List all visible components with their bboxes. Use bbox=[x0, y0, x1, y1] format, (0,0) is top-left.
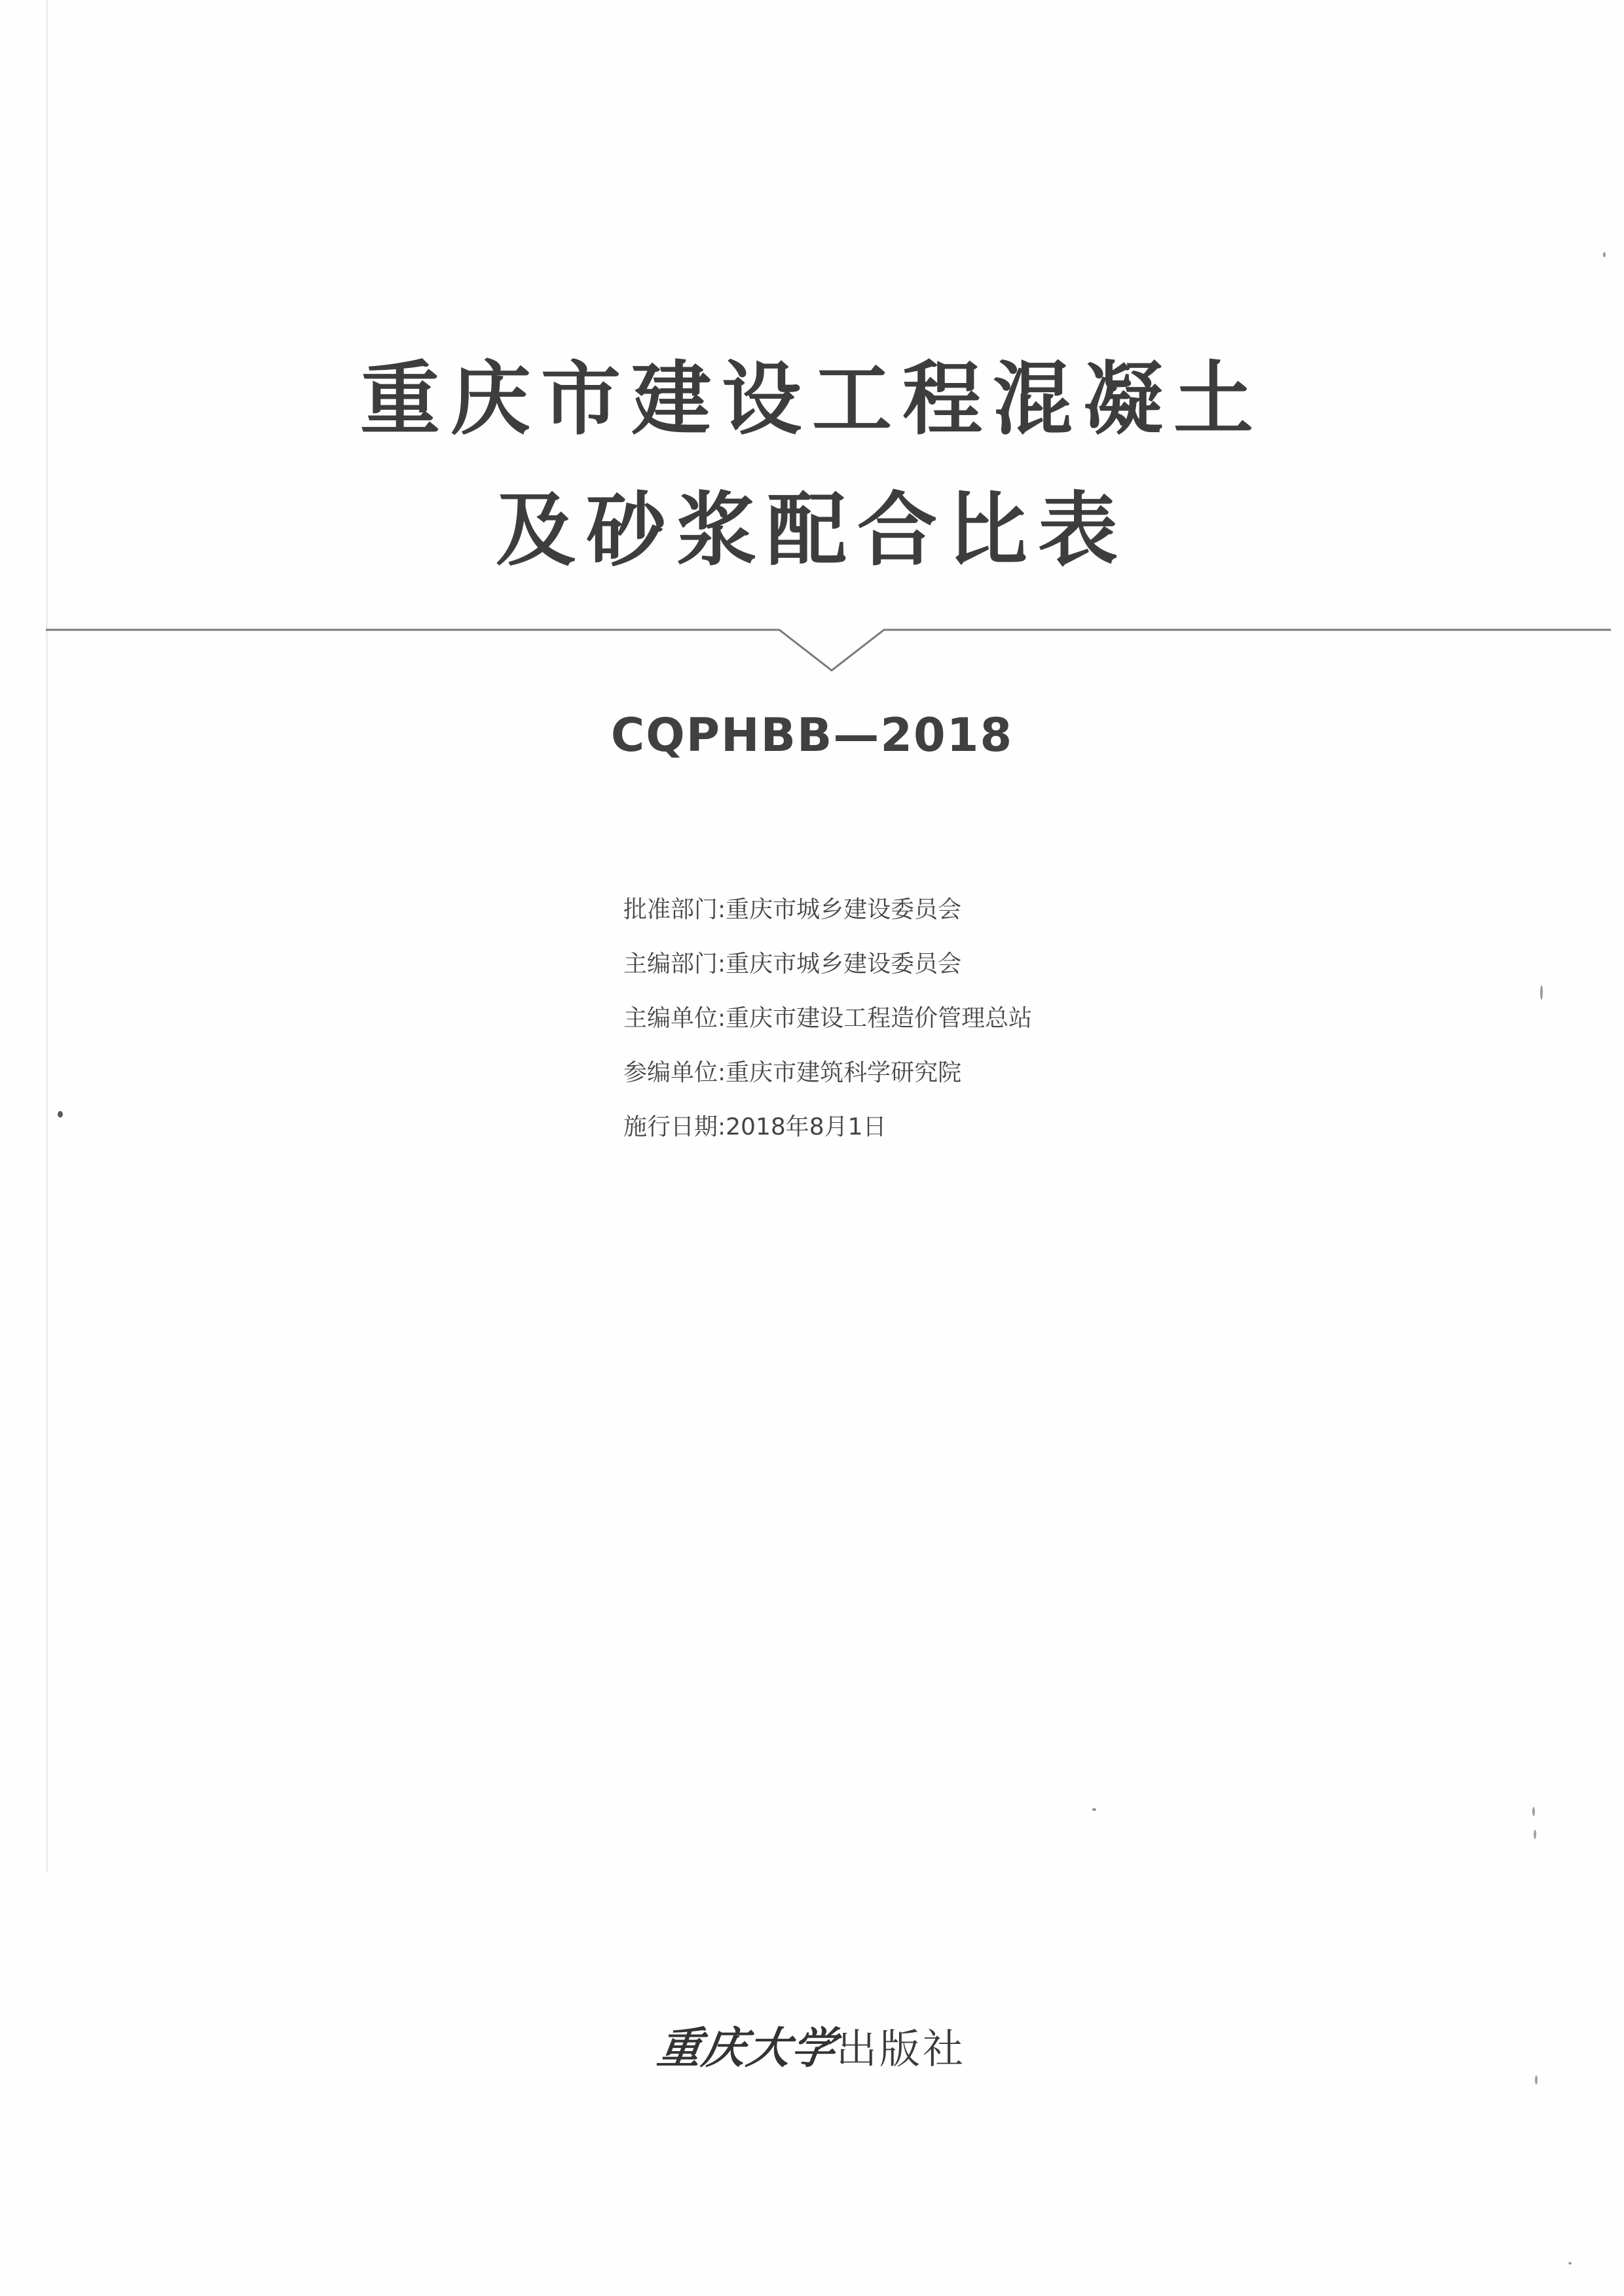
info-value: 重庆市建筑科学研究院 bbox=[726, 1059, 962, 1086]
info-separator: : bbox=[718, 1114, 726, 1140]
publisher-imprint bbox=[0, 2022, 1624, 2073]
scan-speck bbox=[1532, 1807, 1535, 1816]
scan-speck bbox=[1535, 2075, 1538, 2085]
info-separator: : bbox=[718, 1059, 726, 1086]
divider-rule-with-notch bbox=[46, 630, 1611, 670]
info-label: 主编部门 bbox=[623, 951, 718, 977]
scan-speck bbox=[1568, 2262, 1572, 2265]
document-title-line-2: 及砂浆配合比表 bbox=[496, 483, 1128, 577]
info-item bbox=[623, 1108, 1032, 1162]
publisher-press-label: 出版社 bbox=[836, 2025, 966, 2073]
info-separator: : bbox=[718, 951, 726, 977]
title-divider bbox=[46, 627, 1611, 673]
info-item bbox=[623, 890, 1032, 945]
info-value: 重庆市城乡建设委员会 bbox=[726, 896, 962, 923]
info-value: 重庆市城乡建设委员会 bbox=[726, 951, 962, 977]
info-separator: : bbox=[718, 1005, 726, 1032]
scan-edge bbox=[46, 0, 48, 1872]
scan-speck bbox=[1603, 252, 1606, 257]
info-label: 批准部门 bbox=[623, 896, 718, 923]
info-value: 重庆市建设工程造价管理总站 bbox=[726, 1005, 1033, 1032]
standard-code: CQPHBB—2018 bbox=[610, 708, 1014, 762]
scan-speck bbox=[1092, 1808, 1096, 1811]
info-label: 参编单位 bbox=[623, 1059, 718, 1086]
scan-speck bbox=[58, 1111, 63, 1118]
publisher-logo: 重庆大学 bbox=[654, 2022, 840, 2073]
info-separator: : bbox=[718, 896, 726, 923]
info-item bbox=[623, 1053, 1032, 1108]
info-item bbox=[623, 999, 1032, 1053]
document-title-line-1: 重庆市建设工程混凝土 bbox=[360, 352, 1264, 446]
publication-info-list bbox=[623, 890, 1032, 1162]
info-item bbox=[623, 945, 1032, 999]
info-value: 2018年8月1日 bbox=[726, 1114, 887, 1140]
scan-speck bbox=[1540, 985, 1543, 1000]
info-label: 主编单位 bbox=[623, 1005, 718, 1032]
scan-speck bbox=[1534, 1830, 1536, 1839]
info-label: 施行日期 bbox=[623, 1114, 718, 1140]
